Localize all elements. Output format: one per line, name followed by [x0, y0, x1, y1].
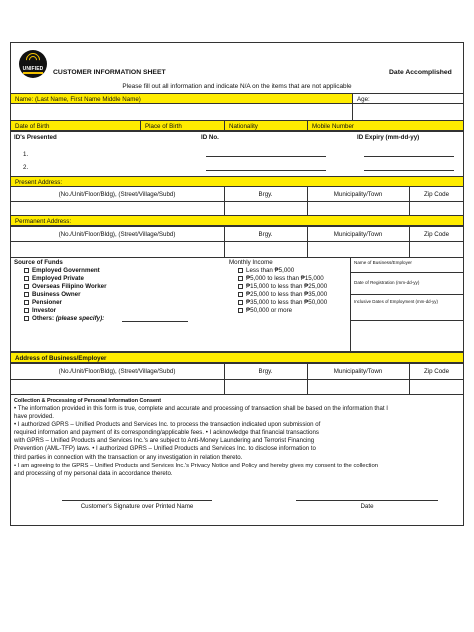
- income-15000-25000[interactable]: ₱15,000 to less than ₱25,000: [238, 283, 327, 290]
- consent-title: Collection & Processing of Personal Information Consent: [14, 398, 162, 404]
- consent-line-6: Prevention (AML-TFP) laws. • I authorized GPRS – Unified Products and Services Inc. to disclose information to: [14, 445, 316, 453]
- consent-line-5: with GPRS – Unified Products and Services Inc.'s are subject to Anti-Money Laundering and Terrorist Financing: [14, 437, 315, 445]
- permanent-address-fields[interactable]: [11, 242, 463, 257]
- present-address-title: Present Address:: [15, 179, 63, 186]
- customer-signature-line[interactable]: [62, 500, 212, 501]
- customer-signature-label: Customer's Signature over Printed Name: [80, 503, 194, 510]
- inclusive-dates-label: Inclusive Dates of Employment (mm-dd-yy): [354, 299, 438, 304]
- id-item-2: 2.: [23, 164, 29, 171]
- fund-business-owner[interactable]: Business Owner: [24, 291, 81, 298]
- consent-line-2: have provided.: [14, 413, 54, 421]
- id-no-label: ID No.: [201, 134, 219, 141]
- present-street-label: (No./Unit/Floor/Bldg), (Street/Village/Subd): [58, 191, 176, 198]
- business-address-title: Address of Business/Employer: [15, 355, 107, 362]
- business-address-fields[interactable]: [11, 380, 463, 394]
- business-city-label: Municipality/Town: [333, 368, 383, 375]
- id-expiry-1-line[interactable]: [364, 156, 454, 157]
- fund-pensioner[interactable]: Pensioner: [24, 299, 62, 306]
- income-50000-more[interactable]: ₱50,000 or more: [238, 307, 292, 314]
- consent-text: [14, 405, 462, 478]
- fund-ofw[interactable]: Overseas Filipino Worker: [24, 283, 107, 290]
- age-field[interactable]: [352, 103, 464, 121]
- id-expiry-2-line[interactable]: [364, 170, 454, 171]
- date-signature-line[interactable]: [296, 500, 438, 501]
- business-zip-label: Zip Code: [423, 368, 450, 375]
- fund-investor[interactable]: Investor: [24, 307, 56, 314]
- business-address-header: [10, 352, 464, 363]
- income-25000-35000[interactable]: ₱25,000 to less than ₱35,000: [238, 291, 327, 298]
- consent-line-8: • I am agreeing to the GPRS – Unified Products and Services Inc.'s Privacy Notice and Policy and hereby gives my consent to the collection: [14, 462, 379, 469]
- nationality-label: Nationality: [229, 123, 258, 130]
- id-no-2-line[interactable]: [206, 170, 326, 171]
- name-field[interactable]: [10, 103, 353, 121]
- ids-presented-label: ID's Presented: [14, 134, 57, 141]
- source-of-funds-title: Source of Funds: [14, 259, 63, 266]
- id-no-1-line[interactable]: [206, 156, 326, 157]
- consent-line-3: • I authorized GPRS – Unified Products and Services Inc. to process the transaction indicated upon submission of: [14, 421, 321, 429]
- consent-line-7: third parties in connection with the transaction or any investigation in relation thereto.: [14, 453, 243, 461]
- nationality-header: [224, 120, 308, 131]
- fund-employed-private[interactable]: Employed Private: [24, 275, 84, 282]
- fund-others[interactable]: Others: (please specify):: [24, 315, 104, 322]
- dob-label: Date of Birth: [15, 123, 50, 130]
- present-zip-label: Zip Code: [423, 191, 450, 198]
- income-5000-15000[interactable]: ₱5,000 to less than ₱15,000: [238, 275, 324, 282]
- dob-header: [10, 120, 141, 131]
- fund-employed-government[interactable]: Employed Government: [24, 267, 100, 274]
- income-less-5000[interactable]: Less than ₱5,000: [238, 267, 294, 274]
- permanent-brgy-label: Brgy.: [258, 231, 273, 238]
- monthly-income-title: Monthly Income: [229, 259, 273, 266]
- id-item-1: 1.: [23, 151, 29, 158]
- instruction-text: Please fill out all information and indicate N/A on the items that are not applicable: [122, 83, 352, 90]
- consent-line-1: • The information provided in this form is true, complete and accurate and processing of transaction shall be based on the information that I: [14, 405, 388, 412]
- unified-logo-icon: UNIFIED: [19, 50, 47, 78]
- employer-name-label: Name of Business/Employer: [354, 260, 412, 265]
- mobile-header: [307, 120, 464, 131]
- income-35000-50000[interactable]: ₱35,000 to less than ₱50,000: [238, 299, 327, 306]
- present-brgy-label: Brgy.: [258, 191, 273, 198]
- registration-date-label: Date of Registration (mm-dd-yy): [354, 280, 420, 285]
- id-expiry-label: ID Expiry (mm-dd-yy): [357, 134, 420, 141]
- page-title: CUSTOMER INFORMATION SHEET: [53, 69, 166, 76]
- consent-line-4: required information and payment of its corresponding/applicable fees. • I acknowledge that financial transactions: [14, 429, 319, 437]
- permanent-city-label: Municipality/Town: [333, 231, 383, 238]
- name-label: Name: (Last Name, First Name Middle Name): [15, 96, 141, 103]
- mobile-label: Mobile Number: [312, 123, 354, 130]
- consent-line-9: and processing of my personal data in accordance thereto.: [14, 469, 173, 477]
- age-label: Age:: [357, 96, 370, 103]
- present-city-label: Municipality/Town: [333, 191, 383, 198]
- pob-label: Place of Birth: [145, 123, 182, 130]
- permanent-street-label: (No./Unit/Floor/Bldg), (Street/Village/Subd): [58, 231, 176, 238]
- pob-header: [140, 120, 225, 131]
- permanent-zip-label: Zip Code: [423, 231, 450, 238]
- fund-others-specify-line[interactable]: [122, 321, 188, 322]
- business-brgy-label: Brgy.: [258, 368, 273, 375]
- permanent-address-header: [10, 215, 464, 226]
- permanent-address-title: Permanent Address:: [15, 218, 72, 225]
- date-label: Date: [360, 503, 374, 510]
- date-accomplished-label: Date Accomplished: [389, 69, 452, 76]
- business-street-label: (No./Unit/Floor/Bldg), (Street/Village/Subd): [58, 368, 176, 375]
